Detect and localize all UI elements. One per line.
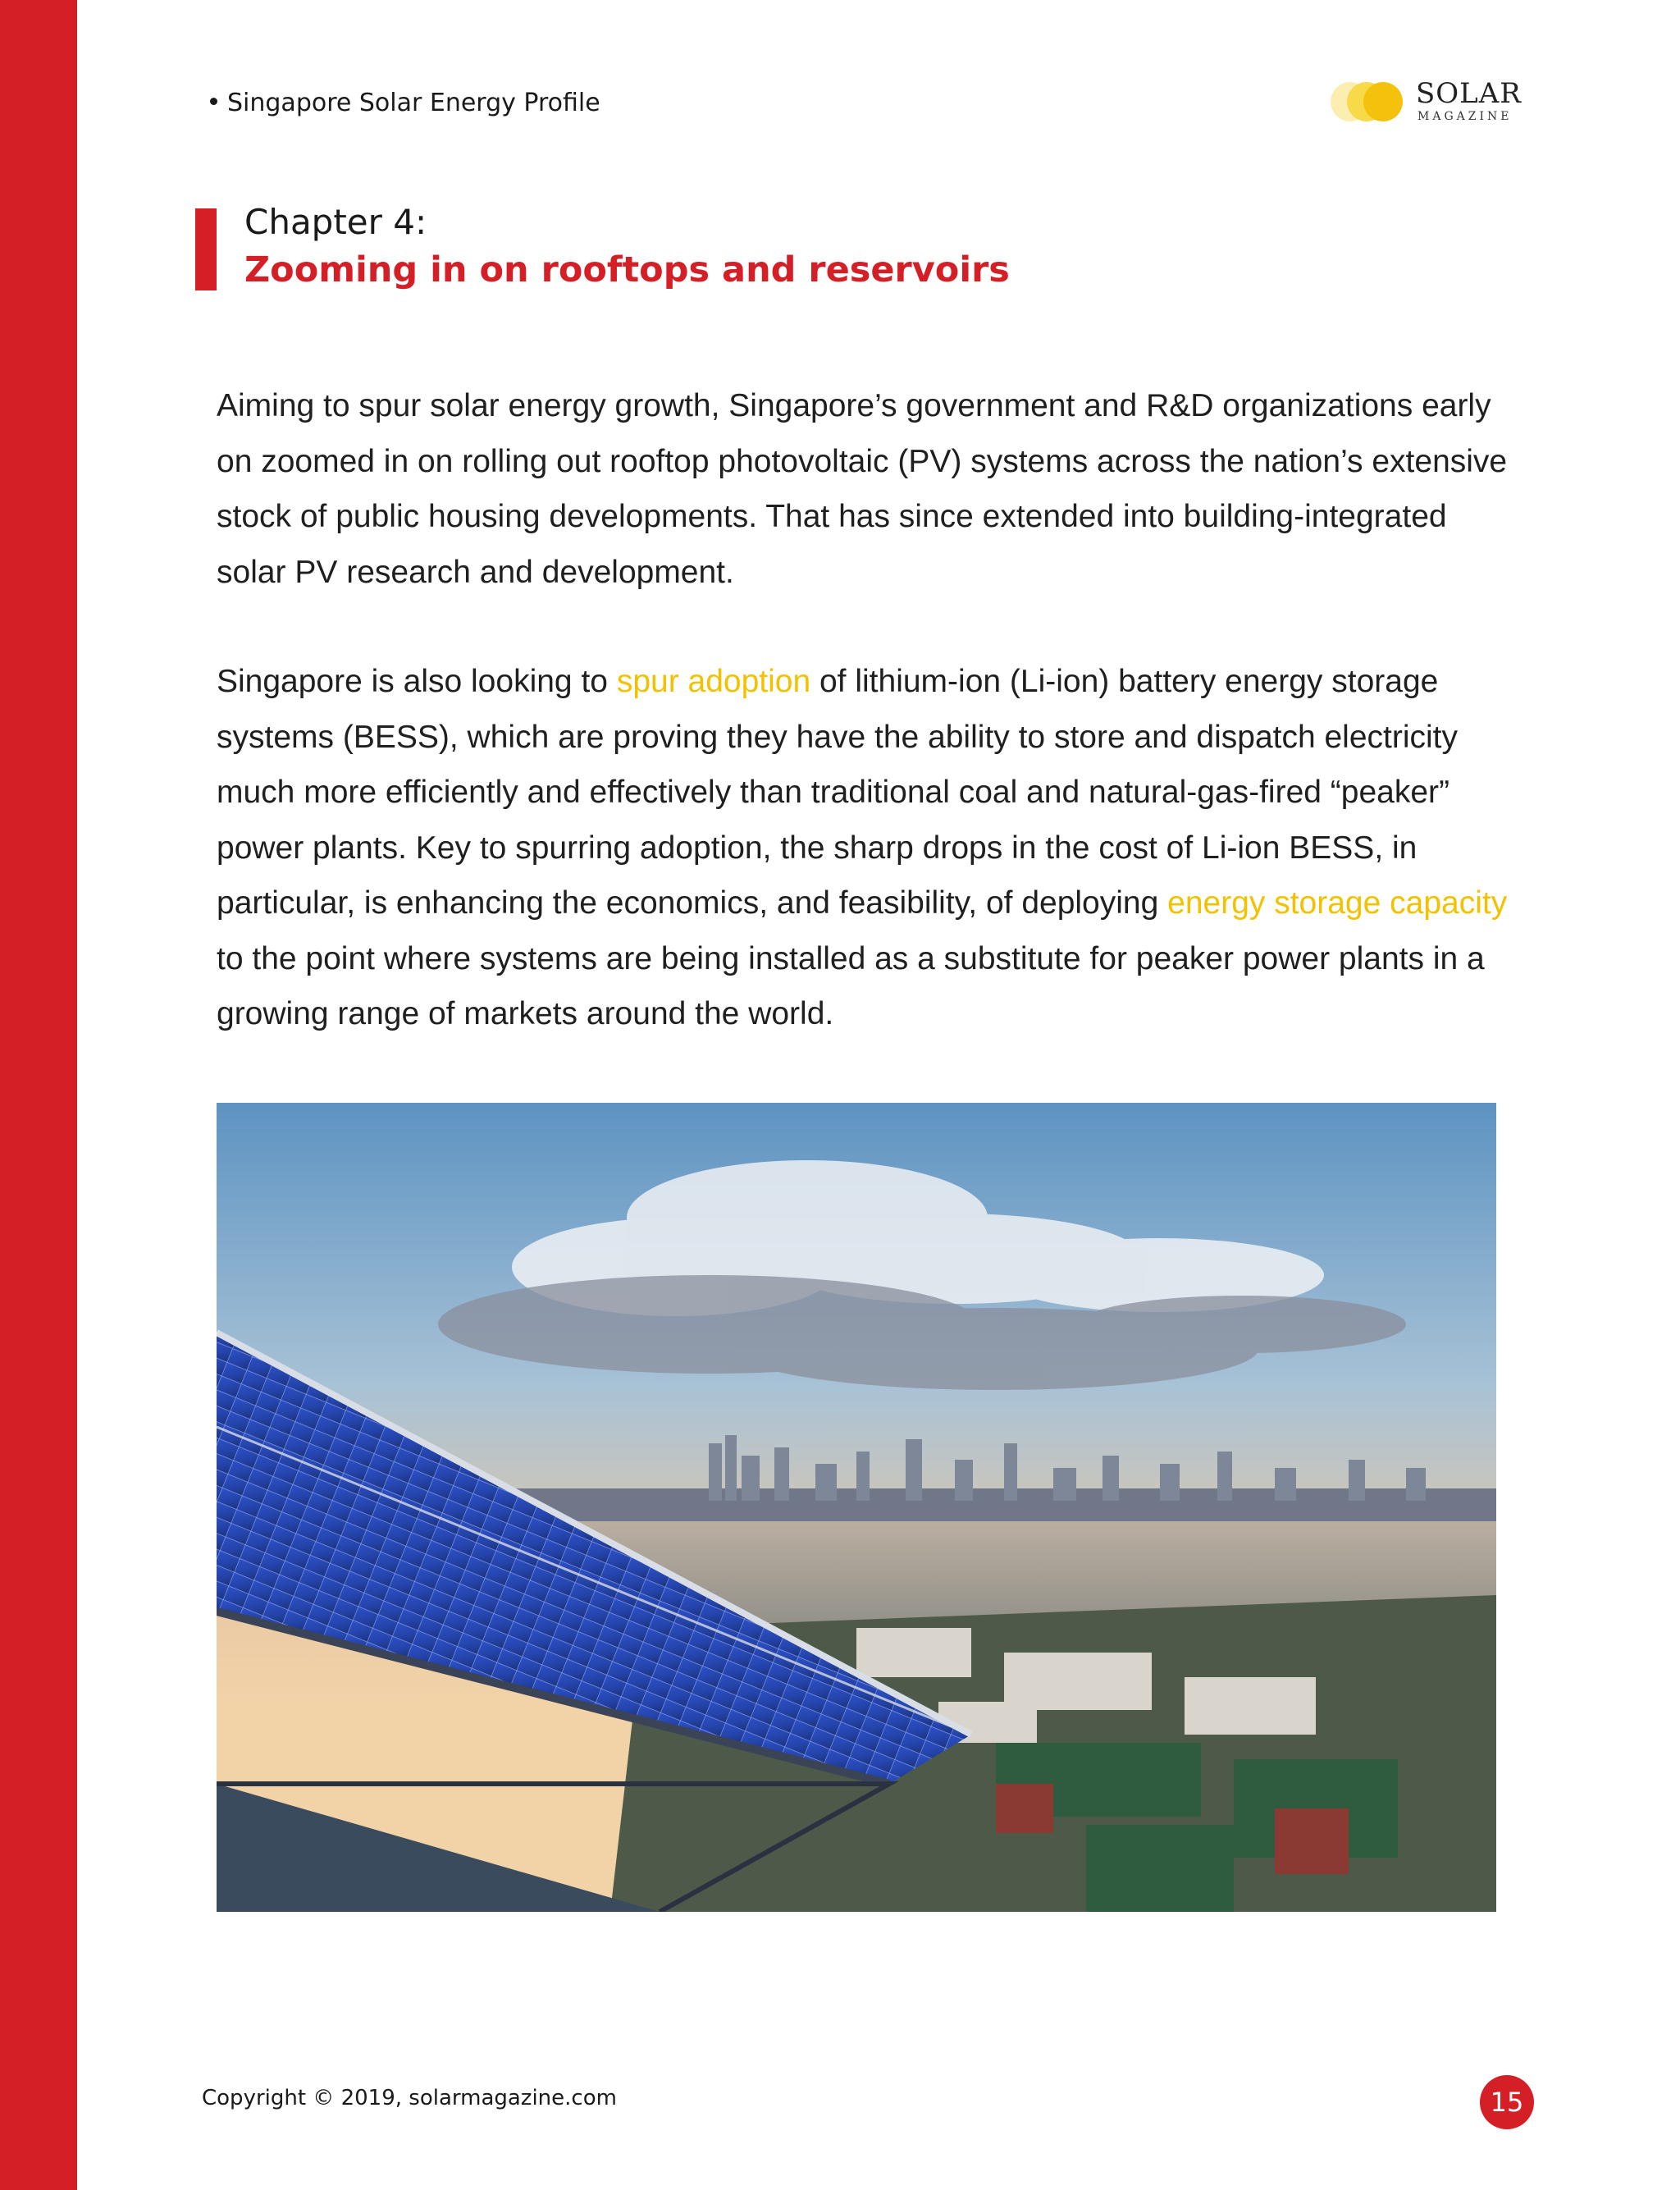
body-paragraph <box>217 654 1513 1042</box>
body-paragraph: Aiming to spur solar energy growth, Singapore’s government and R&D organizations early on zoomed in on rolling out rooftop photovoltaic (PV) systems across the nation’s extensive stock of public housing developments. That has since extended into building-integrated solar PV research and development. <box>217 388 1508 590</box>
photo-illustration <box>217 1103 1496 1912</box>
left-accent-stripe <box>0 0 77 2190</box>
logo-subtitle: MAGAZINE <box>1418 110 1513 123</box>
chapter-title: Zooming in on rooftops and reservoirs <box>244 249 1010 290</box>
solar-panels-city-photo <box>217 1103 1496 1912</box>
chapter-accent-bar <box>195 208 217 290</box>
solar-magazine-logo <box>1331 75 1527 128</box>
paragraph-text: Singapore is also looking to <box>217 664 617 699</box>
logo-wordmark: SOLAR <box>1416 77 1522 110</box>
document-breadcrumb <box>210 89 600 117</box>
bullet-icon <box>210 98 217 105</box>
spur-adoption-link[interactable]: spur adoption <box>616 664 811 699</box>
breadcrumb-label: Singapore Solar Energy Profile <box>227 89 600 117</box>
page-number-badge: 15 <box>1480 2075 1534 2129</box>
logo-circle-icon <box>1363 82 1403 121</box>
copyright-footer: Copyright © 2019, solarmagazine.com <box>202 2086 617 2110</box>
energy-storage-capacity-link[interactable]: energy storage capacity <box>1167 885 1508 921</box>
chapter-label: Chapter 4: <box>244 202 427 242</box>
paragraph-text: of lithium-ion (Li-ion) battery energy storage systems (BESS), which are proving they have the ability to store and dispatch electricity much more efficiently and effectively than traditional coal and natural-gas-fired “peaker” power plants. Key to spurring adoption, the sharp drops in the cost of Li-ion BESS, in particular, is enhancing the economics, and feasibility, of deploying <box>217 664 1459 921</box>
paragraph-text: to the point where systems are being installed as a substitute for peaker power plants in a growing range of markets around the world. <box>217 940 1485 1031</box>
